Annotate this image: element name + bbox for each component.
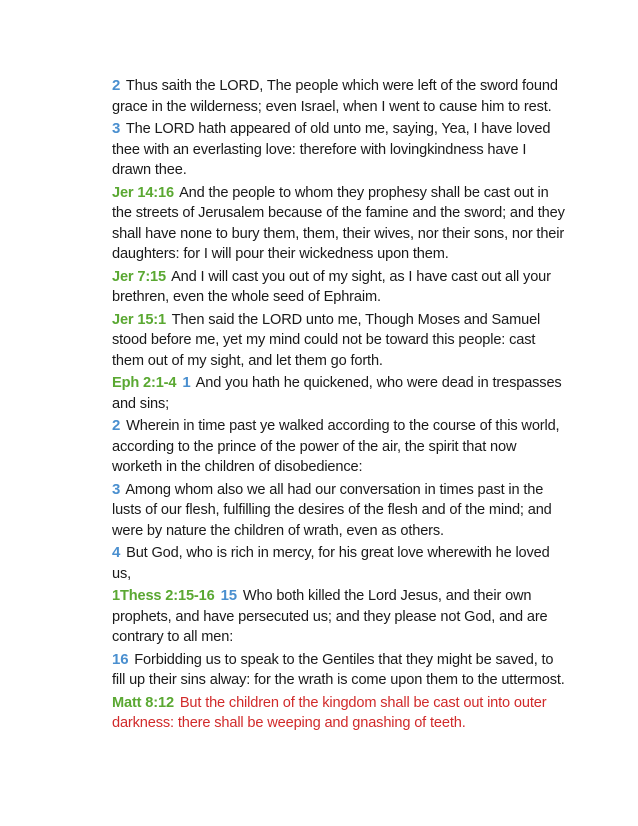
- scripture-reference: Jer 7:15: [112, 268, 166, 285]
- scripture-reference: Jer 14:16: [112, 184, 174, 201]
- verse-number: 1: [182, 374, 191, 391]
- verse-number: 3: [112, 480, 121, 498]
- passage-jer14-16: [112, 183, 568, 265]
- passage-jer31-2: [112, 76, 568, 117]
- verse-number: 15: [220, 587, 237, 604]
- verse-text: And I will cast you out of my sight, as I have cast out all your brethren, even the whole seed of Ephraim.: [112, 268, 551, 305]
- verse-text: Then said the LORD unto me, Though Moses and Samuel stood before me, yet my mind could not be toward this people: cast them out of my sight, and let them go forth.: [112, 311, 541, 369]
- verse-text: Forbidding us to speak to the Gentiles that they might be saved, to fill up their sins alway: for the wrath is come upon them to the uttermost.: [112, 651, 565, 688]
- verse-number: 3: [112, 120, 121, 137]
- passage-matt8-12: [112, 693, 568, 734]
- verse-text: And the people to whom they prophesy shall be cast out in the streets of Jerusalem because of the famine and the sword; and they shall have none to bury them, them, their wives, nor their sons, nor their daughters: for I will pour their wickedness upon them.: [112, 184, 565, 262]
- passage-1thess2-16: [112, 650, 568, 691]
- scripture-reference: Jer 15:1: [112, 311, 166, 328]
- verse-text: The LORD hath appeared of old unto me, saying, Yea, I have loved thee with an everlasting love: therefore with lovingkindness have I drawn thee.: [112, 121, 551, 178]
- scripture-reference: Eph 2:1-4: [112, 375, 177, 391]
- passage-jer7-15: [112, 267, 568, 308]
- passage-jer15-1: [112, 310, 568, 372]
- scripture-reference: Matt 8:12: [112, 694, 174, 711]
- passage-1thess2-15: [112, 586, 568, 648]
- passage-eph2-1: [112, 373, 568, 414]
- verse-text: Wherein in time past ye walked according to the course of this world, according to the prince of the power of the air, the spirit that now worketh in the children of disobedience:: [112, 418, 560, 475]
- verse-text: But God, who is rich in mercy, for his great love wherewith he loved us,: [112, 545, 550, 582]
- verse-text: Among whom also we all had our conversation in times past in the lusts of our flesh, fulfilling the desires of the flesh and of the mind; and were by nature the children of wrath, even as others.: [112, 481, 552, 539]
- passage-eph2-2: [112, 416, 568, 478]
- red-letter-text: But the children of the kingdom shall be cast out into outer darkness: there shall be weeping and gnashing of teeth.: [112, 694, 547, 731]
- verse-number: 16: [112, 650, 129, 668]
- passage-jer31-3: [112, 119, 568, 181]
- verse-number: 4: [112, 544, 121, 561]
- verse-number: 2: [112, 417, 121, 434]
- passage-eph2-4: [112, 543, 568, 584]
- passage-eph2-3: [112, 480, 568, 542]
- verse-number: 2: [112, 77, 121, 94]
- scripture-reference: 1Thess 2:15-16: [112, 588, 215, 604]
- verse-text: And you hath he quickened, who were dead in trespasses and sins;: [112, 375, 562, 412]
- verse-text: Who both killed the Lord Jesus, and their own prophets, and have persecuted us; and they please not God, and are contrary to all men:: [112, 588, 548, 645]
- verse-text: Thus saith the LORD, The people which were left of the sword found grace in the wilderness; even Israel, when I went to cause him to rest.: [112, 78, 558, 115]
